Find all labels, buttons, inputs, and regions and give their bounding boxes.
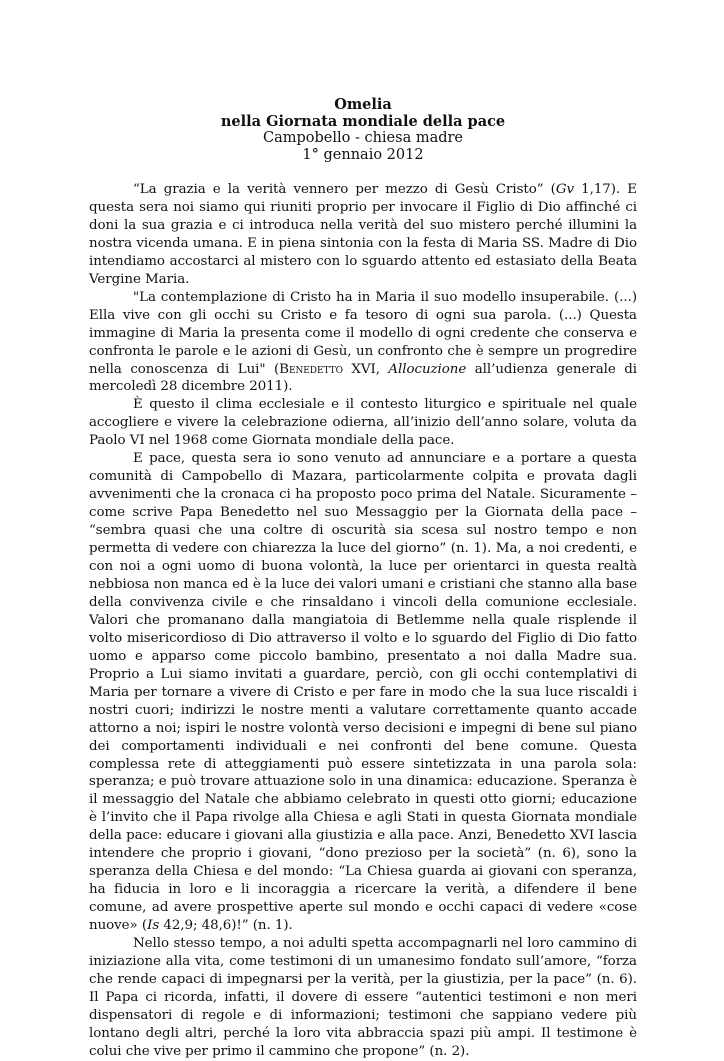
paragraph-1 (89, 181, 637, 289)
document-heading (89, 96, 637, 164)
paragraph-1-text-rest: 1,17). E questa sera noi siamo qui riuniti proprio per invocare il Figlio di Dio affinché ci doni la sua grazia e ci introduca nella verità del suo mistero perché illumini la nostra vicenda umana. E in piena sintonia con la festa di Maria SS. Madre di Dio intendiamo accostarci al mistero con lo sguardo attento ed estasiato della Beata Vergine Maria. (89, 182, 637, 287)
paragraph-4-tail: 42,9; 48,6)!” (n. 1). (159, 918, 293, 934)
paragraph-5: Nello stesso tempo, a noi adulti spetta accompagnarli nel loro cammino di iniziazione alla vita, come testimoni di un umanesimo fondato sull’amore, “forza che rende capaci di impegnarsi per la verità, per la giustizia, per la pace” (n. 6). Il Papa ci ricorda, infatti, il dovere di essere “autentici testimoni e non meri dispensatori di regole e di informazioni; testimoni che sappiano vedere più lontano degli altri, perché la loro vita abbraccia spazi più ampi. Il testimone è colui che vive per primo il cammino che propone” (n. 2). (89, 936, 637, 1059)
paragraph-4-text: E pace, questa sera io sono venuto ad annunciare e a portare a questa comunità di Campobello di Mazara, particolarmente colpita e provata dagli avvenimenti che la cronaca ci ha proposto poco prima del Natale. Sicuramente – come scrive Papa Benedetto nel suo Messaggio per la Giornata della pace – “sembra quasi che una coltre di oscurità sia scesa sul nostro tempo e non permetta di vedere con chiarezza la luce del giorno” (n. 1). Ma, a noi credenti, e con noi a ogni uomo di buona volontà, la luce per orientarci in questa realtà nebbiosa non manca ed è la luce dei valori umani e cristiani che stanno alla base della convivenza civile e che rinsaldano i vincoli della comunione ecclesiale. Valori che promanano dalla mangiatoia di Betlemme nella quale risplende il volto misericordioso di Dio attraverso il volto e lo sguardo del Figlio di Dio fatto uomo e apparso come piccolo bambino, presentato a noi dalla Madre sua. Proprio a Lui siamo invitati a guardare, perciò, con gli occhi contemplativi di Maria per tornare a vivere di Cristo e per fare in modo che la sua luce riscaldi i nostri cuori; indirizzi le nostre menti a valutare correttamente quanto accade attorno a noi; ispiri le nostre volontà verso decisioni e impegni di bene sul piano dei comportamenti individuali e nei confronti del bene comune. Questa complessa rete di atteggiamenti può essere sintetizzata in una parola sola: speranza; e può trovare attuazione solo in una dinamica: educazione. Speranza è il messaggio del Natale che abbiamo celebrato in questi otto giorni; educazione è l’invito che il Papa rivolge alla Chiesa e agli Stati in questa Giornata mondiale della pace: educare i giovani alla giustizia e alla pace. Anzi, Benedetto XVI lascia intendere che proprio i giovani, “dono prezioso per la società” (n. 6), sono la speranza della Chiesa e del mondo: “La Chiesa guarda ai giovani con speranza, ha fiducia in loro e li incoraggia a ricercare la verità, a difendere il bene comune, ad avere prospettive aperte sul mondo e occhi capaci di vedere «cose nuove» ( (89, 451, 637, 934)
paragraph-1-text: “La grazia e la verità vennero per mezzo di Gesù Cristo” ( (133, 182, 556, 197)
document-page (89, 96, 637, 1061)
citation-author-number: XVI, (342, 361, 389, 377)
citation-tail: all’udienza generale di mercoledì 28 dicembre 2011). (89, 361, 637, 395)
scripture-reference-isaiah: Is (147, 918, 160, 934)
scripture-reference-book: Gv (555, 182, 575, 197)
citation-work: Allocuzione (388, 361, 467, 377)
document-date: 1° gennaio 2012 (302, 147, 424, 163)
document-subtitle: nella Giornata mondiale della pace (220, 113, 506, 130)
citation-author: Benedetto (279, 361, 343, 377)
document-title: Omelia (334, 96, 392, 113)
paragraph-2 (89, 289, 637, 397)
paragraph-2-quote: "La contemplazione di Cristo ha in Maria il suo modello insuperabile. (...) Ella vive con gli occhi su Cristo e fa tesoro di ogni sua parola. (...) Questa immagine di Maria la presenta come il modello di ogni credente che conserva e confronta le parole e le azioni di Gesù, un confronto che è sempre un progredire nella conoscenza di Lui" ( (89, 289, 637, 377)
document-place: Campobello - chiesa madre (262, 130, 464, 146)
paragraph-3: È questo il clima ecclesiale e il contesto liturgico e spirituale nel quale accogliere e vivere la celebrazione odierna, all’inizio dell’anno solare, voluta da Paolo VI nel 1968 come Giornata mondiale della pace. (89, 397, 637, 449)
paragraph-4 (89, 450, 637, 935)
